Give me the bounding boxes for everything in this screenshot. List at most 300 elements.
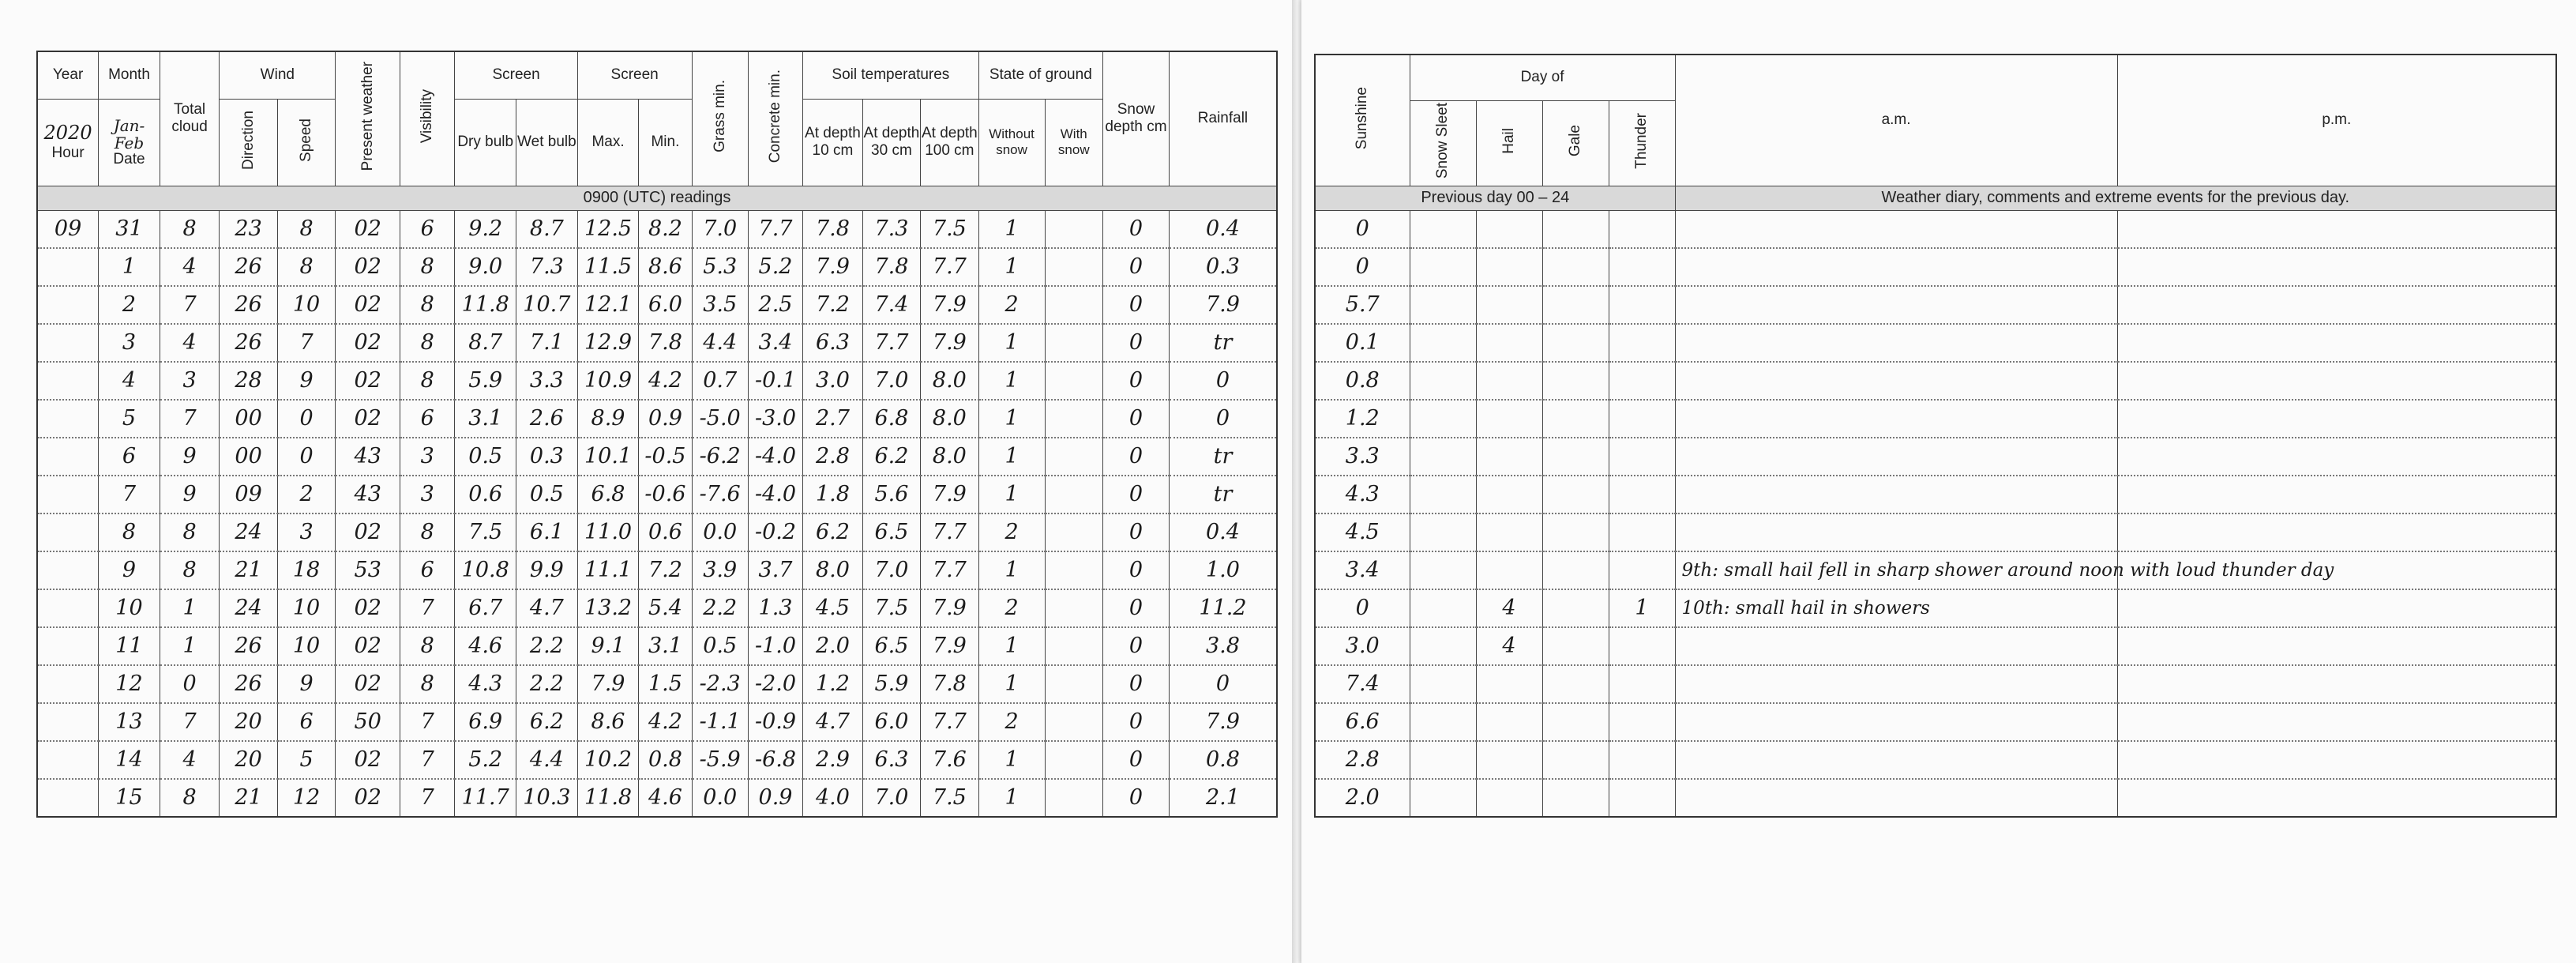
sunshine-cell: 3.0 [1315,627,1410,665]
diary-row [1315,513,2556,551]
reading-cell: 7.7 [921,248,978,286]
reading-cell: 5.4 [639,589,692,627]
reading-cell: 4.0 [803,779,863,817]
reading-cell: 0 [1103,703,1170,741]
reading-cell: 02 [336,665,400,703]
reading-cell: 5.3 [692,248,748,286]
previous-day-band: Previous day 00 – 24 [1315,186,1675,210]
reading-cell: 6.3 [862,741,920,779]
reading-cell: 3.5 [692,286,748,324]
reading-cell: 10.3 [516,779,578,817]
reading-cell: -2.0 [748,665,802,703]
sunshine-cell: 3.3 [1315,438,1410,476]
soil-30cm-header: At depth 30 cm [862,99,920,186]
reading-cell: 1 [978,324,1045,362]
reading-cell: 02 [336,779,400,817]
day-of-cell [1542,362,1609,400]
reading-cell: 1.2 [803,665,863,703]
reading-cell: -0.9 [748,703,802,741]
reading-cell: 0.8 [1169,741,1277,779]
reading-cell: 0 [1169,400,1277,438]
reading-cell [1045,210,1102,248]
day-of-cell [1410,779,1476,817]
sunshine-cell: 4.3 [1315,476,1410,513]
day-of-cell [1542,438,1609,476]
day-of-cell [1476,438,1542,476]
reading-cell: 7.3 [516,248,578,286]
day-of-cell [1542,400,1609,438]
reading-cell: 3.4 [748,324,802,362]
reading-cell: 1 [978,362,1045,400]
reading-cell: 11.1 [577,551,639,589]
reading-cell: 0 [1169,362,1277,400]
day-of-cell [1476,400,1542,438]
reading-cell: 8.0 [921,400,978,438]
reading-cell: 12.5 [577,210,639,248]
reading-cell: 4 [99,362,160,400]
reading-cell: 1.3 [748,589,802,627]
reading-cell: 11.0 [577,513,639,551]
reading-cell: 6.1 [516,513,578,551]
reading-cell: 26 [220,248,277,286]
reading-cell: 2 [978,286,1045,324]
reading-cell: 4 [160,324,220,362]
day-of-cell [1542,627,1609,665]
month-value: Jan-Feb [113,115,145,152]
reading-cell: 6.2 [862,438,920,476]
reading-cell: 7.9 [921,286,978,324]
reading-cell: 1 [160,627,220,665]
day-of-cell [1476,779,1542,817]
reading-cell: 2 [978,513,1045,551]
reading-cell: 6.2 [803,513,863,551]
diary-row [1315,324,2556,362]
reading-cell: 0 [1103,627,1170,665]
reading-cell: 2.5 [748,286,802,324]
reading-cell: 7 [99,476,160,513]
reading-cell: 2.2 [516,627,578,665]
reading-cell: 1 [978,665,1045,703]
reading-cell: 7 [277,324,335,362]
diary-pm-cell [2117,665,2556,703]
reading-cell: 0 [1103,324,1170,362]
reading-cell: 11 [99,627,160,665]
reading-cell: 7.8 [862,248,920,286]
reading-cell: 10.1 [577,438,639,476]
reading-cell: 7 [400,589,455,627]
reading-cell: 10.2 [577,741,639,779]
reading-cell: 6 [400,400,455,438]
reading-cell: 11.8 [455,286,516,324]
diary-note-cell [1675,210,2117,248]
diary-note-cell: 10th: small hail in showers [1675,589,2117,627]
diary-pm-cell [2117,400,2556,438]
reading-cell: 7.9 [1169,286,1277,324]
reading-cell: 10.7 [516,286,578,324]
reading-cell: 28 [220,362,277,400]
reading-cell: 3 [99,324,160,362]
day-of-cell: 4 [1476,627,1542,665]
reading-cell [37,779,99,817]
reading-cell: 7.9 [1169,703,1277,741]
day-of-cell [1609,665,1675,703]
diary-note-cell [1675,741,2117,779]
reading-cell: 09 [220,476,277,513]
soil-temperatures-header: Soil temperatures [803,51,978,99]
reading-cell [37,703,99,741]
day-of-cell [1609,513,1675,551]
reading-cell: 0.9 [748,779,802,817]
diary-row [1315,400,2556,438]
reading-row [37,476,1277,513]
day-of-cell [1410,400,1476,438]
reading-row [37,741,1277,779]
reading-cell: 1 [978,438,1045,476]
reading-cell: 8 [400,513,455,551]
reading-cell: 00 [220,438,277,476]
present-weather-header: Present weather [336,51,400,186]
diary-note-cell [1675,665,2117,703]
day-of-cell [1609,248,1675,286]
snow-sleet-header: Snow Sleet [1410,100,1476,186]
sunshine-cell: 0 [1315,589,1410,627]
month-date-header: Jan-Feb Date [99,99,160,186]
reading-cell: 7.1 [516,324,578,362]
reading-row [37,551,1277,589]
diary-table [1314,54,2557,818]
reading-cell: 0 [1169,665,1277,703]
reading-cell: 1 [160,589,220,627]
reading-cell: 8.6 [577,703,639,741]
reading-cell: 7.7 [921,703,978,741]
reading-cell: 4.6 [455,627,516,665]
reading-cell: 7.9 [577,665,639,703]
reading-cell: 2.2 [516,665,578,703]
reading-cell: 02 [336,741,400,779]
reading-cell: 2 [277,476,335,513]
max-header: Max. [577,99,639,186]
reading-cell: 0 [1103,362,1170,400]
diary-row [1315,438,2556,476]
reading-cell: 8 [277,248,335,286]
gale-header: Gale [1542,100,1609,186]
reading-cell: 7.0 [862,362,920,400]
day-of-cell [1410,476,1476,513]
reading-row [37,513,1277,551]
wet-bulb-header: Wet bulb [516,99,578,186]
diary-row [1315,779,2556,817]
diary-note-cell [1675,286,2117,324]
reading-cell: 13.2 [577,589,639,627]
diary-row [1315,286,2556,324]
reading-cell [37,400,99,438]
day-of-cell [1410,665,1476,703]
reading-cell: 7.6 [921,741,978,779]
reading-cell: 02 [336,362,400,400]
reading-cell: 3 [160,362,220,400]
reading-cell: 4.2 [639,703,692,741]
diary-note-cell [1675,779,2117,817]
sunshine-cell: 1.2 [1315,400,1410,438]
reading-cell: 7.7 [921,513,978,551]
reading-cell: 21 [220,779,277,817]
diary-note-cell [1675,627,2117,665]
reading-cell: 5 [99,400,160,438]
reading-cell: -0.6 [639,476,692,513]
with-snow-header: With snow [1045,99,1102,186]
diary-note-cell [1675,324,2117,362]
reading-cell: 2.0 [803,627,863,665]
reading-cell: 5.9 [862,665,920,703]
diary-pm-cell [2117,286,2556,324]
wind-header: Wind [220,51,336,99]
sunshine-cell: 2.8 [1315,741,1410,779]
sunshine-cell: 5.7 [1315,286,1410,324]
reading-cell: 7.9 [921,627,978,665]
readings-band: 0900 (UTC) readings [37,186,1277,210]
reading-cell: -5.0 [692,400,748,438]
reading-cell: 2.2 [692,589,748,627]
reading-cell: 6.5 [862,627,920,665]
reading-cell: 7 [160,703,220,741]
reading-cell: 0.5 [516,476,578,513]
diary-pm-cell [2117,513,2556,551]
reading-cell: 2.8 [803,438,863,476]
reading-cell: 12.9 [577,324,639,362]
reading-cell: 4.2 [639,362,692,400]
reading-cell: 6 [277,703,335,741]
day-of-cell [1410,324,1476,362]
reading-cell: 2 [978,589,1045,627]
reading-cell: 12.1 [577,286,639,324]
day-of-cell [1476,741,1542,779]
reading-cell: 2.9 [803,741,863,779]
screen-header: Screen [455,51,577,99]
reading-cell: 4 [160,248,220,286]
day-of-cell [1542,779,1609,817]
reading-cell: 9.2 [455,210,516,248]
day-of-cell [1476,703,1542,741]
reading-cell: 8 [277,210,335,248]
diary-note-cell: 9th: small hail fell in sharp shower around noon with loud thunder day [1675,551,2117,589]
reading-cell: 9.9 [516,551,578,589]
reading-cell [1045,476,1102,513]
reading-cell: 8 [400,362,455,400]
reading-cell: 9 [99,551,160,589]
reading-cell [1045,779,1102,817]
reading-cell: 1 [978,741,1045,779]
reading-cell: 11.8 [577,779,639,817]
reading-cell: 11.2 [1169,589,1277,627]
reading-cell [37,627,99,665]
reading-cell: 7.8 [921,665,978,703]
reading-cell: 7.7 [921,551,978,589]
reading-cell: 8 [400,248,455,286]
reading-cell: 1 [99,248,160,286]
reading-cell: 7.9 [921,476,978,513]
reading-cell: 1 [978,779,1045,817]
day-of-cell [1542,551,1609,589]
sunshine-cell: 0 [1315,210,1410,248]
diary-note-cell [1675,476,2117,513]
reading-cell [37,513,99,551]
reading-cell: 1 [978,627,1045,665]
reading-cell: -6.2 [692,438,748,476]
reading-cell: 15 [99,779,160,817]
reading-cell: 0 [1103,779,1170,817]
day-of-cell [1476,362,1542,400]
reading-cell: 02 [336,513,400,551]
reading-cell: 7 [400,779,455,817]
reading-cell: 8 [400,627,455,665]
reading-cell: 0.6 [455,476,516,513]
reading-cell: 0.0 [692,779,748,817]
reading-cell: 18 [277,551,335,589]
reading-cell [37,741,99,779]
reading-cell: 0 [277,400,335,438]
reading-cell: 11.5 [577,248,639,286]
reading-cell [1045,438,1102,476]
diary-note-cell [1675,703,2117,741]
right-page [1301,0,2576,963]
day-of-cell [1609,438,1675,476]
reading-cell: 7.0 [692,210,748,248]
reading-row [37,362,1277,400]
reading-cell: 0 [1103,400,1170,438]
reading-cell: 10 [277,627,335,665]
am-header: a.m. [1675,55,2117,186]
diary-pm-cell [2117,627,2556,665]
sunshine-cell: 0.8 [1315,362,1410,400]
reading-cell: tr [1169,476,1277,513]
reading-cell: -1.0 [748,627,802,665]
reading-cell: 8.6 [639,248,692,286]
reading-cell: 7.5 [455,513,516,551]
without-snow-header: Without snow [978,99,1045,186]
reading-cell: 9.0 [455,248,516,286]
reading-cell: 8.0 [921,362,978,400]
reading-cell: 9 [277,665,335,703]
reading-row [37,703,1277,741]
day-of-cell [1410,438,1476,476]
reading-cell: 7.3 [862,210,920,248]
reading-cell: 7.8 [639,324,692,362]
sunshine-cell: 3.4 [1315,551,1410,589]
reading-cell: 8.0 [803,551,863,589]
reading-cell: 1 [978,551,1045,589]
day-of-cell [1542,210,1609,248]
diary-pm-cell [2117,248,2556,286]
year-header: Year [37,51,99,99]
reading-cell: 1 [978,248,1045,286]
reading-cell: 7.0 [862,779,920,817]
day-of-cell [1410,741,1476,779]
diary-row [1315,551,2556,589]
reading-row [37,665,1277,703]
reading-cell: 50 [336,703,400,741]
reading-cell: -0.1 [748,362,802,400]
wind-direction-header: Direction [220,99,277,186]
diary-pm-cell [2117,741,2556,779]
day-of-cell [1410,703,1476,741]
reading-cell: 12 [277,779,335,817]
reading-cell: 31 [99,210,160,248]
wind-speed-header: Speed [277,99,335,186]
reading-cell: 7 [160,400,220,438]
day-of-cell [1609,476,1675,513]
day-of-cell [1542,248,1609,286]
diary-note-cell [1675,513,2117,551]
reading-row [37,589,1277,627]
daily-readings-table [36,51,1278,818]
reading-cell: 6.0 [862,703,920,741]
day-of-cell [1542,513,1609,551]
day-of-cell [1410,248,1476,286]
diary-pm-cell [2117,438,2556,476]
reading-cell: 8 [160,779,220,817]
diary-pm-cell [2117,324,2556,362]
sunshine-cell: 4.5 [1315,513,1410,551]
day-of-cell [1609,627,1675,665]
reading-cell: 02 [336,400,400,438]
reading-cell: 7.7 [862,324,920,362]
reading-cell: 9 [160,438,220,476]
reading-cell: 4.5 [803,589,863,627]
reading-cell: 2 [978,703,1045,741]
reading-cell: 3.8 [1169,627,1277,665]
reading-cell: 0 [160,665,220,703]
sunshine-cell: 2.0 [1315,779,1410,817]
diary-pm-cell [2117,703,2556,741]
day-of-cell [1410,362,1476,400]
reading-cell: 0 [1103,248,1170,286]
reading-cell: 7.9 [921,324,978,362]
reading-cell [1045,551,1102,589]
sunshine-cell: 0 [1315,248,1410,286]
diary-pm-cell [2117,589,2556,627]
sunshine-header: Sunshine [1315,55,1410,186]
reading-cell: 26 [220,324,277,362]
reading-cell: 5.2 [748,248,802,286]
diary-pm-cell [2117,779,2556,817]
hail-header: Hail [1476,100,1542,186]
reading-cell: -3.0 [748,400,802,438]
reading-cell: 1.8 [803,476,863,513]
reading-cell: 4.7 [516,589,578,627]
day-of-cell [1476,476,1542,513]
reading-cell: 7.7 [748,210,802,248]
reading-cell: 8 [160,513,220,551]
reading-cell [1045,400,1102,438]
reading-cell: 20 [220,741,277,779]
reading-cell: 43 [336,438,400,476]
concrete-min-header: Concrete min. [748,51,802,186]
reading-cell: 0.3 [516,438,578,476]
reading-cell [37,589,99,627]
soil-100cm-header: At depth 100 cm [921,99,978,186]
reading-row [37,779,1277,817]
reading-cell: 8 [400,324,455,362]
reading-cell: 0.9 [639,400,692,438]
reading-cell: 02 [336,324,400,362]
reading-cell: tr [1169,438,1277,476]
reading-cell: 02 [336,627,400,665]
reading-cell: 10.9 [577,362,639,400]
reading-cell: 7.5 [862,589,920,627]
reading-cell: 0 [1103,210,1170,248]
reading-cell: 0.4 [1169,210,1277,248]
reading-cell: 7.5 [921,210,978,248]
